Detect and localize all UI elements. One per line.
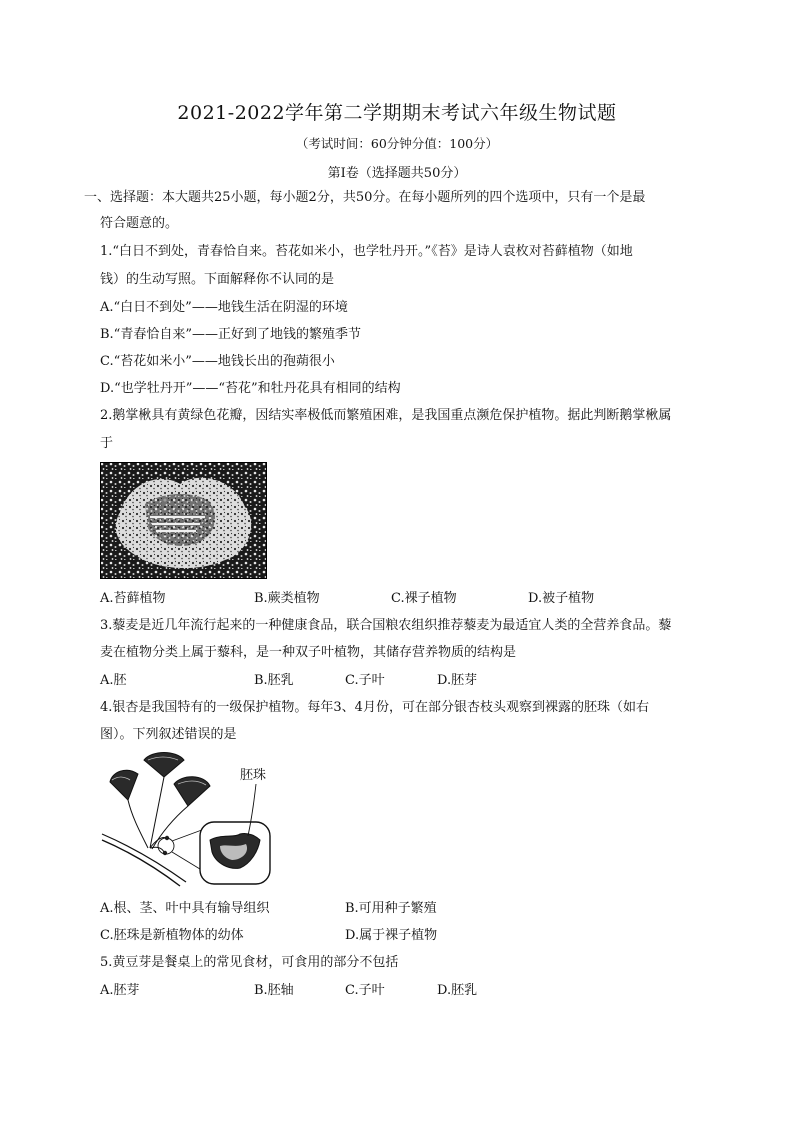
q3-options-row: [100, 671, 700, 691]
q4-option-b: B.可用种子繁殖: [345, 901, 437, 916]
intro-line-1: 一、选择题：本大题共25小题，每小题2分，共50分。在每小题所列的四个选项中，只有一个是最: [84, 190, 646, 205]
q1-option-b: B.“青春恰自来”——正好到了地钱的繁殖季节: [100, 327, 361, 342]
q3-stem-line-1: 3.藜麦是近几年流行起来的一种健康食品，联合国粮农组织推荐藜麦为最适宜人类的全营养食品。藜: [100, 618, 672, 633]
q2-option-c: C.裸子植物: [391, 591, 457, 606]
q2-option-b: B.蕨类植物: [254, 591, 320, 606]
q5-stem: 5.黄豆芽是餐桌上的常见食材，可食用的部分不包括: [100, 955, 399, 970]
section-heading: 第Ⅰ卷（选择题共50分）: [327, 166, 467, 181]
q4-options-row-2: [100, 926, 700, 946]
q4-option-c: C.胚珠是新植物体的幼体: [100, 928, 244, 943]
q2-options-row: [100, 589, 700, 609]
q1-stem-line-1: 1.“白日不到处，青春恰自来。苔花如米小，也学牡丹开。”《苔》是诗人袁枚对苔藓植物（如地: [100, 244, 633, 259]
q4-stem-line-2: 图）。下列叙述错误的是: [100, 727, 237, 742]
q1-option-d: D.“也学牡丹开”——“苔花”和牡丹花具有相同的结构: [100, 381, 401, 396]
q4-stem-line-1: 4.银杏是我国特有的一级保护植物。每年3、4月份，可在部分银杏枝头观察到裸露的胚珠（如右: [100, 700, 649, 715]
q4-options-row-1: [100, 899, 700, 919]
exam-title: 2021-2022学年第二学期期末考试六年级生物试题: [177, 102, 617, 124]
q4-option-d: D.属于裸子植物: [345, 928, 438, 943]
q5-option-c: C.子叶: [345, 983, 385, 998]
q2-option-d: D.被子植物: [528, 591, 595, 606]
q4-option-a: A.根、茎、叶中具有输导组织: [100, 901, 270, 916]
exam-subtitle: （考试时间：60分钟分值：100分）: [295, 136, 499, 151]
q1-stem-line-2: 钱）的生动写照。下面解释你不认同的是: [100, 272, 335, 287]
q5-options-row: [100, 981, 700, 1001]
q3-option-d: D.胚芽: [437, 673, 478, 688]
q3-option-a: A.胚: [100, 673, 127, 688]
q3-option-b: B.胚乳: [254, 673, 294, 688]
intro-line-2: 符合题意的。: [100, 216, 179, 231]
tulip-tree-flower-image: [100, 462, 267, 579]
q3-stem-line-2: 麦在植物分类上属于藜科，是一种双子叶植物，其储存营养物质的结构是: [100, 645, 517, 660]
q2-stem-line-1: 2.鹅掌楸具有黄绿色花瓣，因结实率极低而繁殖困难，是我国重点濒危保护植物。据此判断鹅掌楸属: [100, 408, 672, 423]
q1-option-a: A.“白日不到处”——地钱生活在阴湿的环境: [100, 300, 348, 315]
q1-option-c: C.“苔花如米小”——地钱长出的孢蒴很小: [100, 354, 335, 369]
q3-option-c: C.子叶: [345, 673, 385, 688]
ovule-label: 胚珠: [240, 768, 267, 783]
q2-option-a: A.苔藓植物: [100, 591, 166, 606]
q5-option-b: B.胚轴: [254, 983, 294, 998]
q2-stem-line-2: 于: [100, 436, 114, 451]
q5-option-a: A.胚芽: [100, 983, 140, 998]
q5-option-d: D.胚乳: [437, 983, 478, 998]
